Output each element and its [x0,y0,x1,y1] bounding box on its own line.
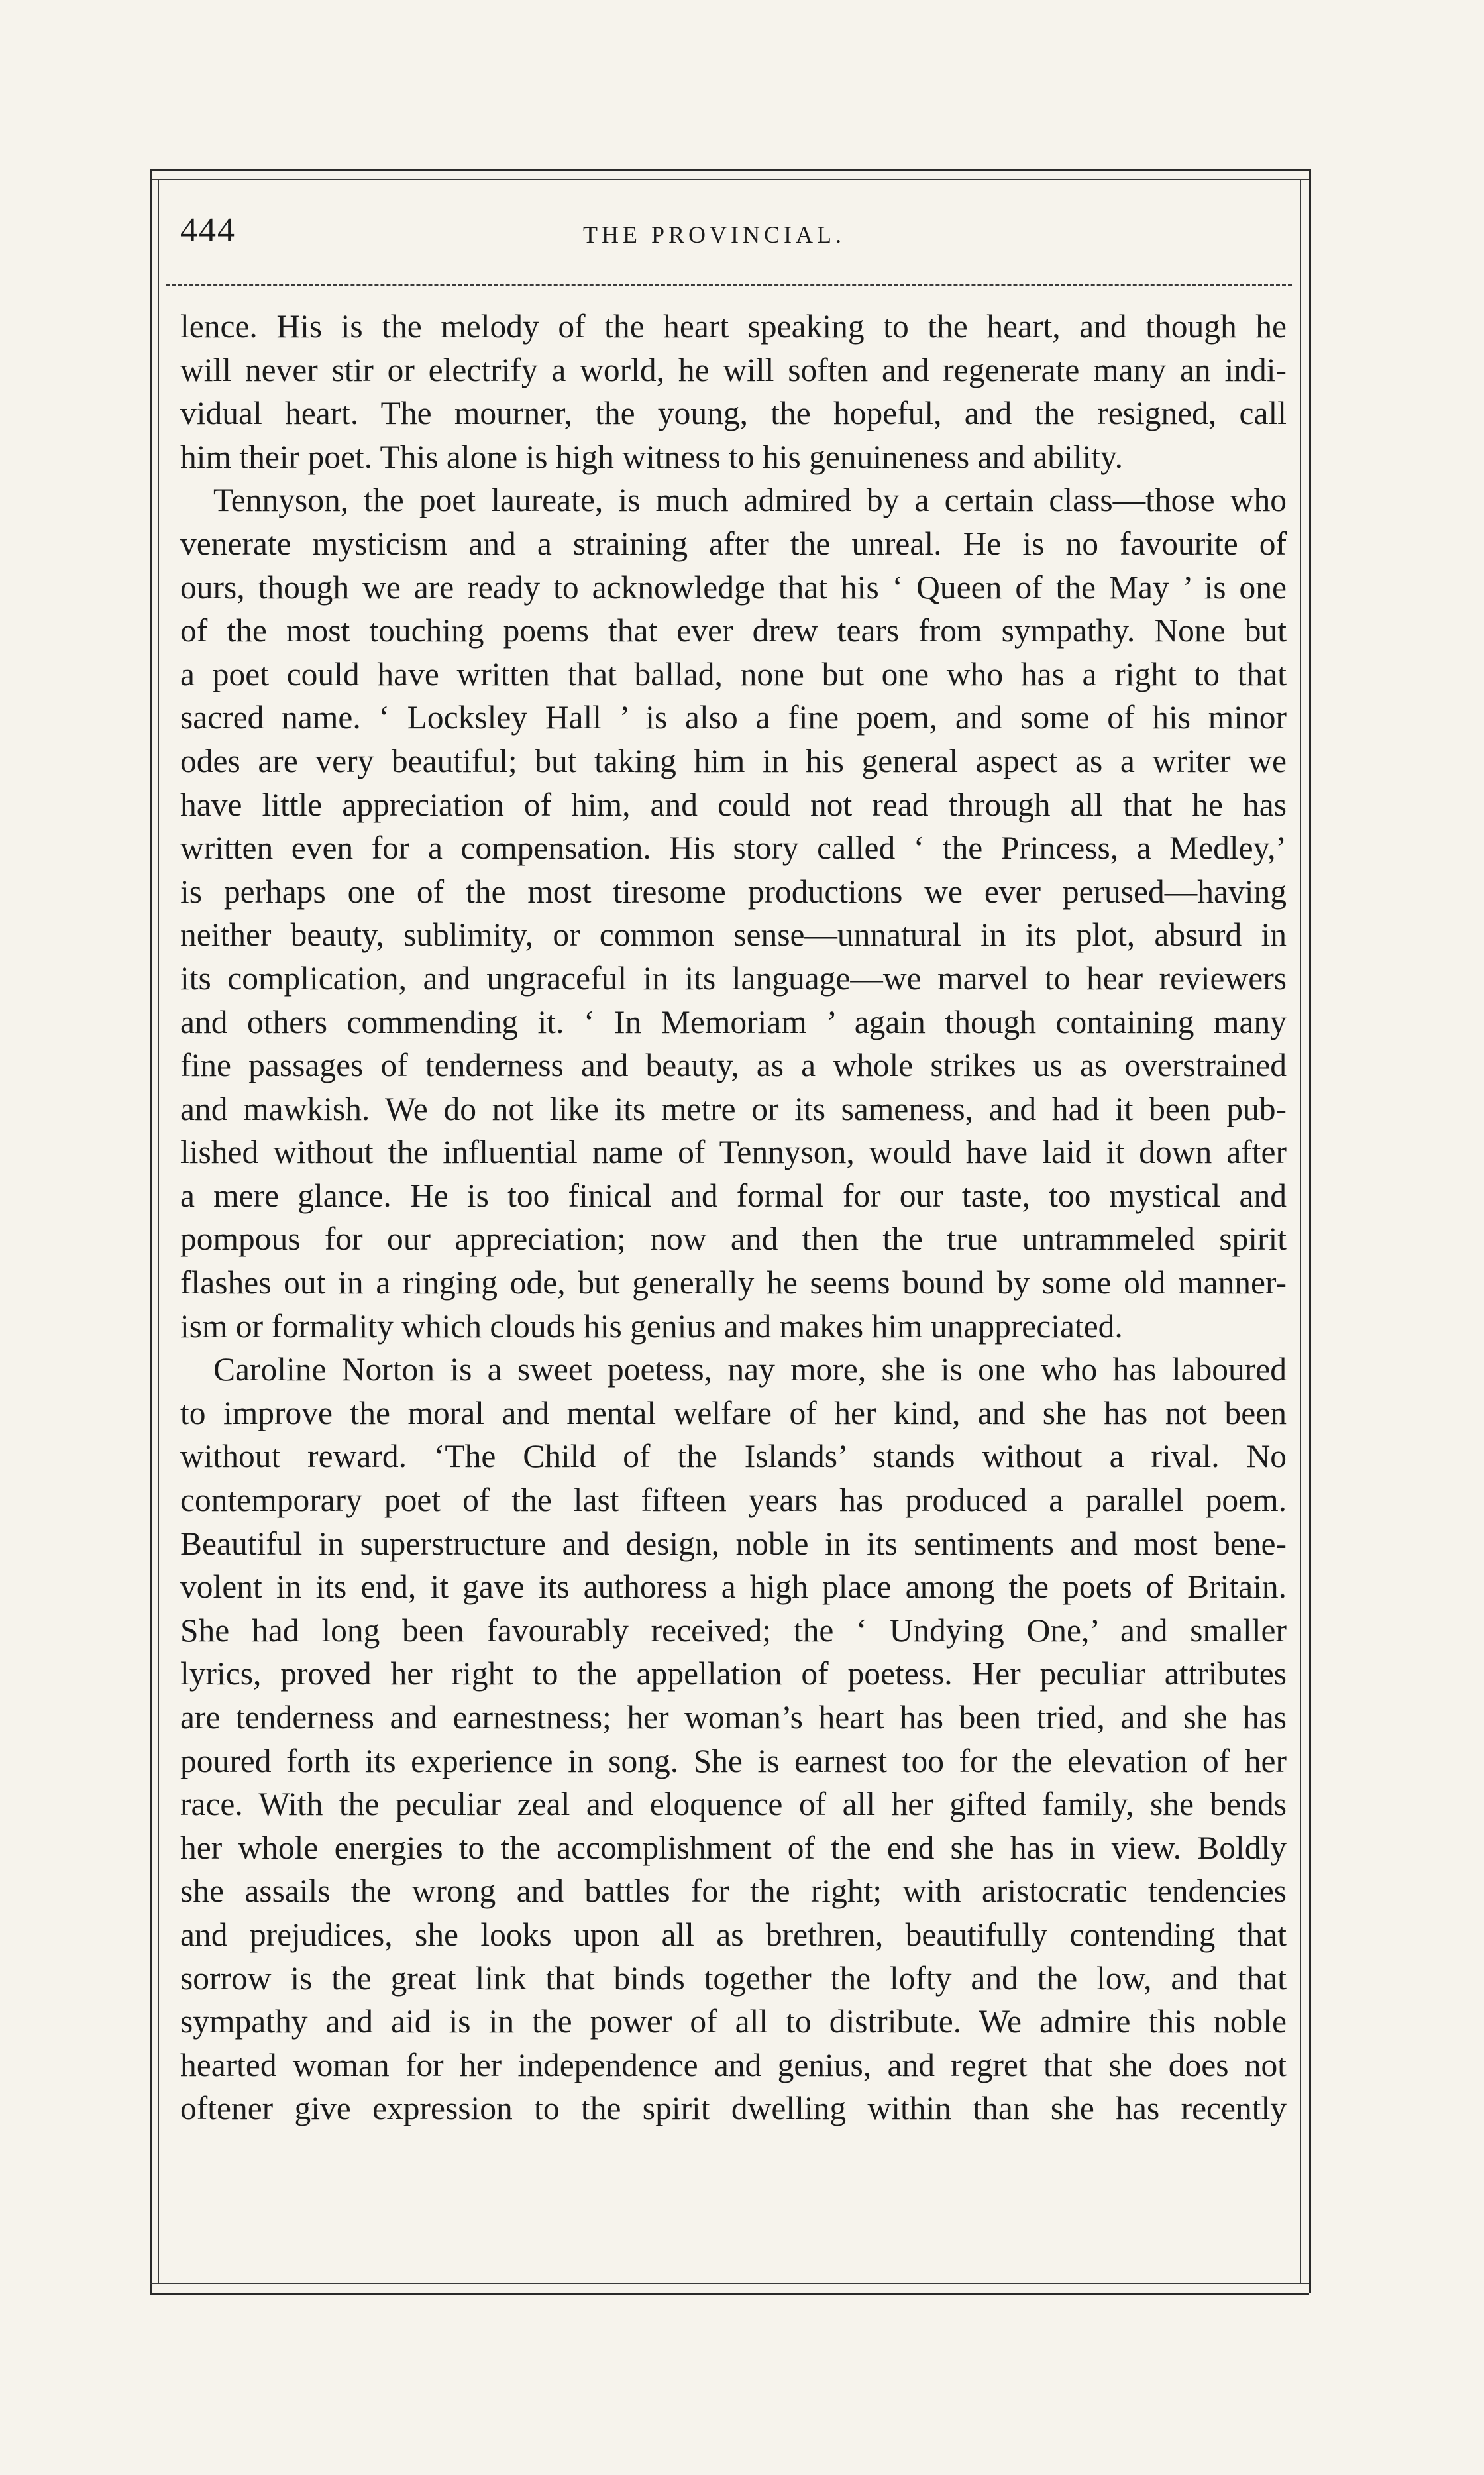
text-line: sympathy and aid is in the power of all to distribute. We admire this noble [180,2003,1287,2040]
text-line: pompous for our appreciation; now and then the true untrammeled spirit [180,1221,1287,1258]
text-line: She had long been favourably received; the ‘ Undying One,’ and smaller [180,1612,1287,1649]
text-line: fine passages of tenderness and beauty, as a whole strikes us as overstrained [180,1047,1287,1084]
text-line: Tennyson, the poet laureate, is much admired by a certain class—those who [213,482,1287,519]
text-line: of the most touching poems that ever drew tears from sympathy. None but [180,612,1287,649]
text-line: have little appreciation of him, and could not read through all that he has [180,786,1287,823]
frame-rule-top [150,169,1309,171]
text-line: ism or formality which clouds his genius and makes him unappreciated. [180,1307,1123,1345]
text-line: lyrics, proved her right to the appellation of poetess. Her peculiar attributes [180,1655,1287,1692]
text-line: vidual heart. The mourner, the young, the hopeful, and the resigned, call [180,395,1287,432]
text-line: she assails the wrong and battles for the right; with aristocratic tendencies [180,1873,1287,1910]
text-line: Beautiful in superstructure and design, noble in its sentiments and most bene- [180,1525,1287,1562]
text-line: volent in its end, it gave its authoress a high place among the poets of Britain. [180,1568,1287,1606]
text-line: neither beauty, sublimity, or common sense—unnatural in its plot, absurd in [180,916,1287,954]
text-line: contemporary poet of the last fifteen years has produced a parallel poem. [180,1482,1287,1519]
text-line: sorrow is the great link that binds together the lofty and the low, and that [180,1959,1287,1997]
text-line: and prejudices, she looks upon all as brethren, beautifully contending that [180,1916,1287,1953]
text-line: her whole energies to the accomplishment of the end she has in view. Boldly [180,1829,1287,1866]
text-line: sacred name. ‘ Locksley Hall ’ is also a fine poem, and some of his minor [180,699,1287,736]
text-line: without reward. ‘The Child of the Islands’ stands without a rival. No [180,1438,1287,1475]
text-line: Caroline Norton is a sweet poetess, nay more, she is one who has laboured [213,1351,1287,1388]
text-line: race. With the peculiar zeal and eloquence of all her gifted family, she bends [180,1786,1287,1823]
text-line: and others commending it. ‘ In Memoriam ’ again though containing many [180,1003,1287,1040]
text-line: its complication, and ungraceful in its language—we marvel to hear reviewers [180,960,1287,997]
page-number: 444 [180,211,236,249]
text-line: poured forth its experience in song. She is earnest too for the elevation of her [180,1742,1287,1779]
text-line: will never stir or electrify a world, he will soften and regenerate many an indi- [180,351,1287,388]
text-line: venerate mysticism and a straining after the unreal. He is no favourite of [180,525,1287,562]
frame-rule-left [150,169,152,2293]
text-line: are tenderness and earnestness; her woman’s heart has been tried, and she has [180,1699,1287,1735]
header-rule [166,284,1292,286]
frame-rule-top-inner [150,179,1309,180]
frame-rule-bottom-inner [150,2283,1309,2284]
text-line: lence. His is the melody of the heart speaking to the heart, and though he [180,308,1287,345]
text-line: odes are very beautiful; but taking him in his general aspect as a writer we [180,742,1287,779]
text-line: a mere glance. He is too finical and formal for our taste, too mystical and [180,1177,1287,1214]
running-title: THE PROVINCIAL. [583,221,845,248]
body-text [180,305,1287,2130]
text-line: written even for a compensation. His story called ‘ the Princess, a Medley,’ [180,830,1287,867]
frame-rule-right-inner [1300,179,1301,2283]
text-line: hearted woman for her independence and genius, and regret that she does not [180,2046,1287,2083]
text-line: is perhaps one of the most tiresome productions we ever perused—having [180,873,1287,910]
text-line: him their poet. This alone is high witness to his genuineness and ability. [180,438,1123,475]
text-line: and mawkish. We do not like its metre or its sameness, and had it been pub- [180,1090,1287,1127]
text-line: to improve the moral and mental welfare of her kind, and she has not been [180,1394,1287,1431]
text-line: ours, though we are ready to acknowledge that his ‘ Queen of the May ’ is one [180,569,1287,606]
frame-rule-right [1309,169,1311,2293]
text-line: a poet could have written that ballad, none but one who has a right to that [180,655,1287,692]
text-line: oftener give expression to the spirit dwelling within than she has recently [180,2090,1287,2127]
frame-rule-left-inner [158,179,159,2283]
text-line: lished without the influential name of Tennyson, would have laid it down after [180,1134,1287,1171]
frame-rule-bottom [150,2293,1309,2295]
text-line: flashes out in a ringing ode, but generally he seems bound by some old manner- [180,1264,1287,1301]
